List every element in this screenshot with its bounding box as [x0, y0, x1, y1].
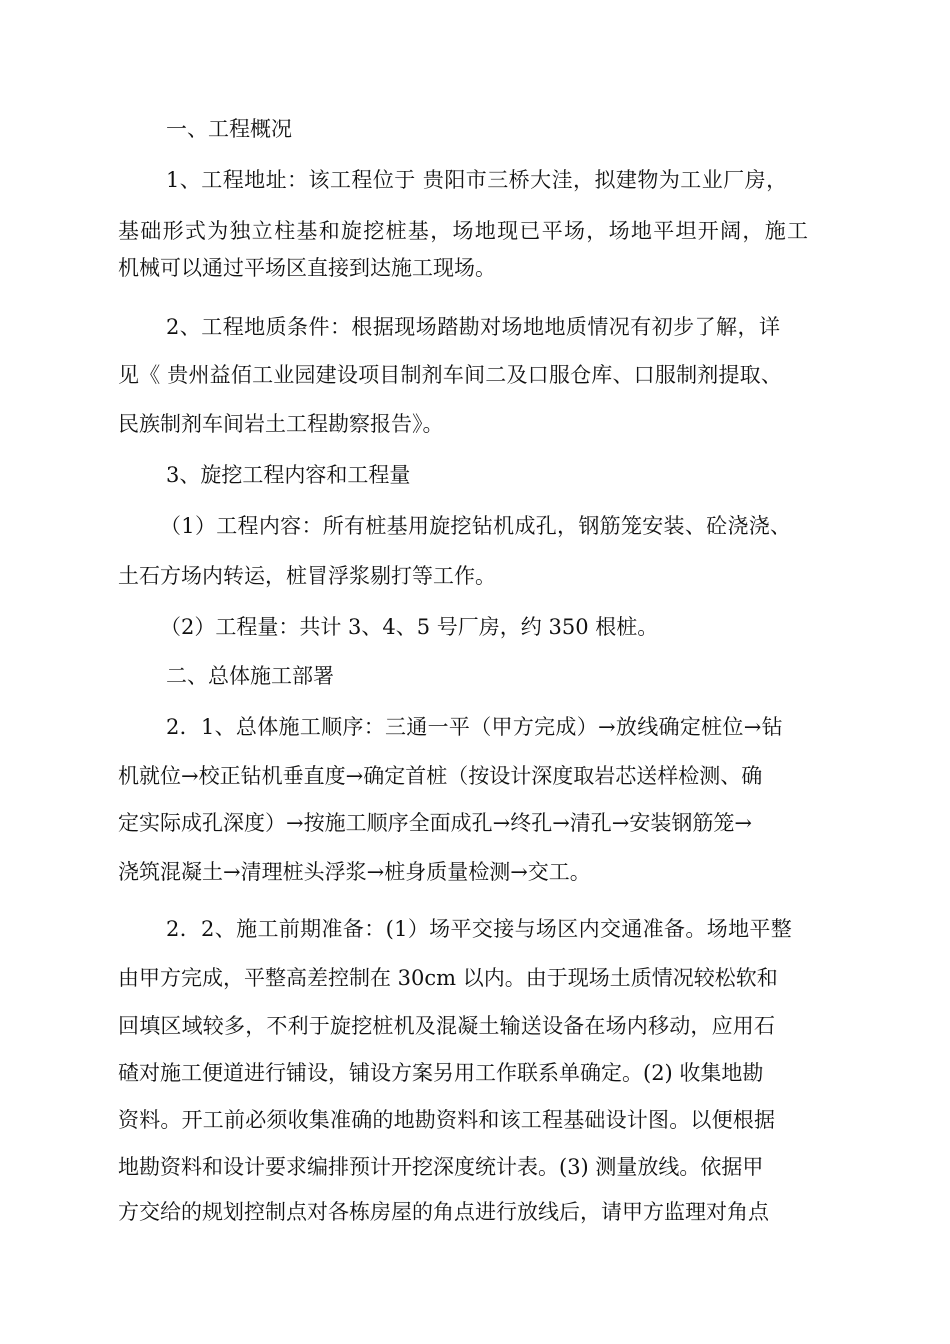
- paragraph-3-line-4: 浇筑混凝土→清理桩头浮浆→桩身质量检测→交工。: [118, 860, 591, 884]
- paragraph-1-line-1: 1、工程地址：该工程位于 贵阳市三桥大洼，拟建物为工业厂房，: [166, 168, 788, 192]
- item-1-line-1: （1）工程内容：所有桩基用旋挖钻机成孔，钢筋笼安装、砼浇浇、: [160, 514, 792, 538]
- item-1-line-2: 土石方场内转运，桩冒浮浆剔打等工作。: [118, 564, 496, 588]
- paragraph-3-line-3: 定实际成孔深度）→按施工顺序全面成孔→终孔→清孔→安装钢筋笼→: [118, 811, 752, 835]
- paragraph-1-line-3: 机械可以通过平场区直接到达施工现场。: [118, 256, 496, 280]
- paragraph-4-line-6: 地勘资料和设计要求编排预计开挖深度统计表。(3) 测量放线。依据甲: [118, 1155, 764, 1179]
- paragraph-4-line-7: 方交给的规划控制点对各栋房屋的角点进行放线后，请甲方监理对角点: [118, 1200, 769, 1224]
- paragraph-2-line-2: 见《 贵州益佰工业园建设项目制剂车间二及口服仓库、口服制剂提取、: [118, 363, 783, 387]
- section-heading-2: 二、总体施工部署: [166, 664, 334, 688]
- paragraph-4-line-4: 碴对施工便道进行铺设，铺设方案另用工作联系单确定。(2) 收集地勘: [118, 1061, 764, 1085]
- item-2-line-1: （2）工程量：共计 3、4、5 号厂房，约 350 根桩。: [160, 615, 659, 639]
- paragraph-3-line-2: 机就位→校正钻机垂直度→确定首桩（按设计深度取岩芯送样检测、确: [118, 764, 763, 788]
- paragraph-2-line-1: 2、工程地质条件：根据现场踏勘对场地地质情况有初步了解，详: [166, 315, 781, 339]
- paragraph-4-line-5: 资料。开工前必须收集准确的地勘资料和该工程基础设计图。以便根据: [118, 1108, 776, 1132]
- paragraph-3-line-1: 2．1、总体施工顺序：三通一平（甲方完成）→放线确定桩位→钻: [166, 715, 783, 739]
- paragraph-1-line-2: 基础形式为独立柱基和旋挖桩基，场地现已平场，场地平坦开阔，施工: [118, 219, 810, 243]
- paragraph-2-line-3: 民族制剂车间岩土工程勘察报告》。: [118, 412, 444, 436]
- subsection-heading-3: 3、旋挖工程内容和工程量: [166, 463, 411, 487]
- paragraph-4-line-1: 2．2、施工前期准备：(1）场平交接与场区内交通准备。场地平整: [166, 917, 793, 941]
- paragraph-4-line-3: 回填区域较多，不利于旋挖桩机及混凝土输送设备在场内移动，应用石: [118, 1014, 776, 1038]
- paragraph-4-line-2: 由甲方完成，平整高差控制在 30cm 以内。由于现场土质情况较松软和: [118, 966, 778, 990]
- section-heading-1: 一、工程概况: [166, 117, 292, 141]
